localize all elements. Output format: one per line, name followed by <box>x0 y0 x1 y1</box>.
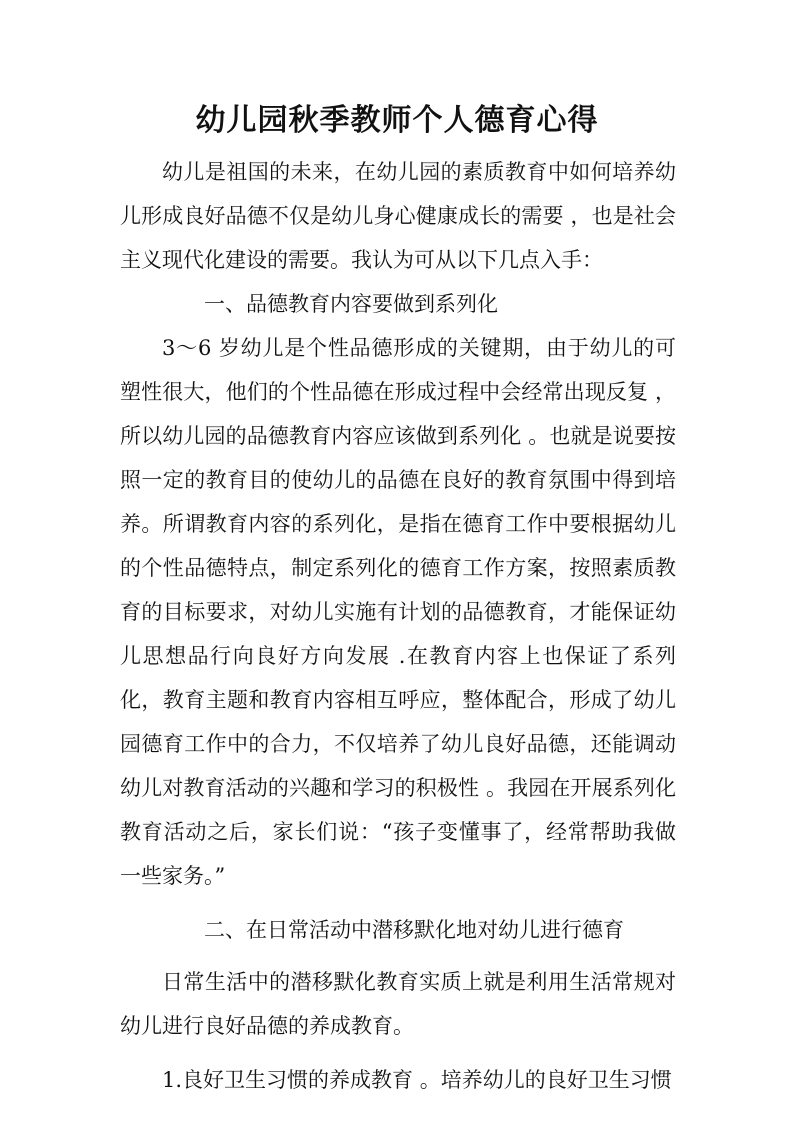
document-body <box>120 150 676 1102</box>
list-item-1: 1.良好卫生习惯的养成教育 。培养幼儿的良好卫生习惯 <box>162 1068 672 1092</box>
section-heading-2: 二、在日常活动中潜移默化地对幼儿进行德育 <box>204 918 624 942</box>
section-1-paragraph: 3～6 岁幼儿是个性品德形成的关键期，由于幼儿的可塑性很大，他们的个性品德在形成过程中会经常出现反复 ，所以幼儿园的品德教育内容应该做到系列化 。也就是说要按照一定的教育目的使幼儿的品德在良好的教育氛围中得到培养。所谓教育内容的系列化，是指在德育工作中要根据幼儿的个性品德特点，制定系列化的德育工作方案，按照素质教育的目标要求，对幼儿实施有计划的品德教育，才能保证幼儿思想品行向良好方向发展 .在教育内容上也保证了系列化，教育主题和教育内容相互呼应，整体配合，形成了幼儿园德育工作中的合力，不仅培养了幼儿良好品德，还能调动幼儿对教育活动的兴趣和学习的积极性 。我园在开展系列化教育活动之后，家长们说：“孩子变懂事了，经常帮助我做一些家务。” <box>120 336 676 888</box>
section-heading-1: 一、品德教育内容要做到系列化 <box>204 292 498 316</box>
section-2-paragraph: 日常生活中的潜移默化教育实质上就是利用生活常规对幼儿进行良好品德的养成教育。 <box>120 970 676 1038</box>
document-title: 幼儿园秋季教师个人德育心得 <box>195 103 599 138</box>
intro-paragraph: 幼儿是祖国的未来，在幼儿园的素质教育中如何培养幼儿形成良好品德不仅是幼儿身心健康成长的需要 ，也是社会主义现代化建设的需要。我认为可从以下几点入手： <box>120 160 676 272</box>
